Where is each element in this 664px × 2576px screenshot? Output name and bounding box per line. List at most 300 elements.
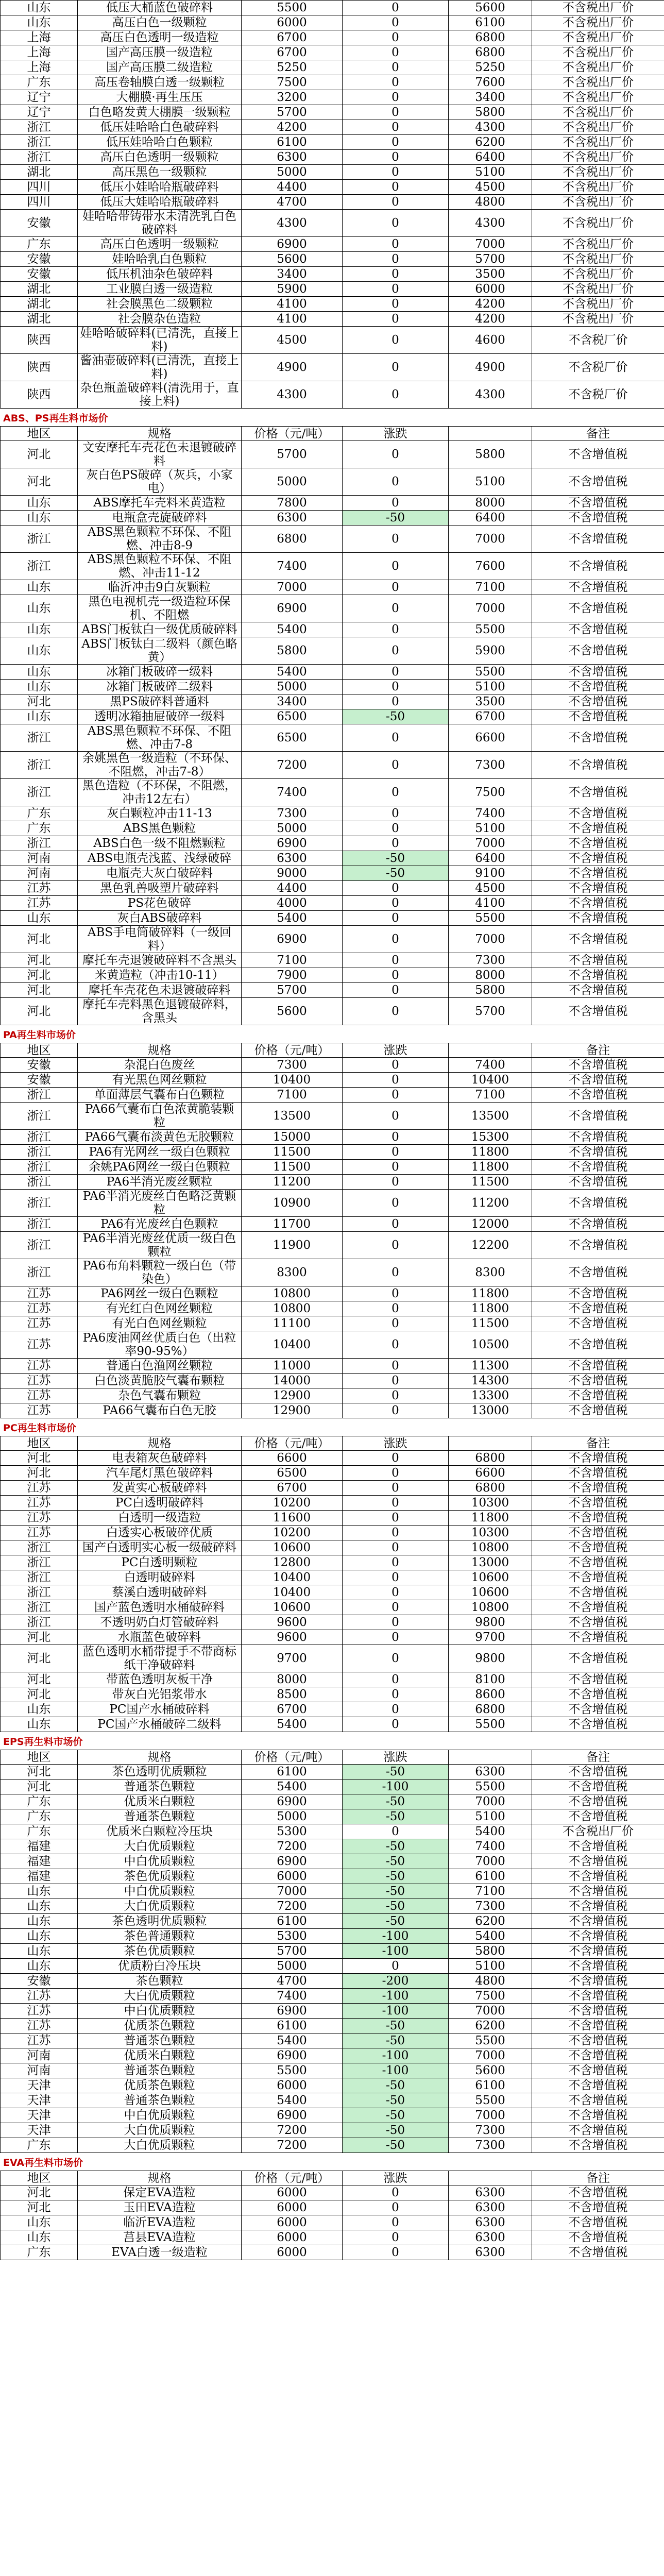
remark-cell: 不含增值税 (532, 2093, 664, 2108)
table-row (1, 1511, 664, 1526)
region-cell: 河北 (1, 953, 78, 968)
change-cell: -50 (343, 2019, 449, 2033)
price-cell: 5400 (242, 2093, 343, 2108)
spec-cell: 电表箱灰色破碎料 (78, 1451, 242, 1466)
price-cell: 5900 (242, 282, 343, 297)
region-cell: 山东 (1, 595, 78, 622)
price-cell: 5800 (449, 983, 532, 998)
region-cell: 湖北 (1, 165, 78, 180)
price-cell: 6000 (242, 2185, 343, 2200)
table-row (1, 210, 664, 237)
region-cell: 山东 (1, 665, 78, 680)
table-row (1, 180, 664, 195)
region-cell: 河北 (1, 1672, 78, 1687)
spec-cell: 茶色透明优质颗粒 (78, 1914, 242, 1929)
spec-cell: ABS门板钛白二级料（颜色略黄） (78, 637, 242, 665)
change-cell: -100 (343, 2048, 449, 2063)
region-cell: 河南 (1, 2048, 78, 2063)
region-cell: 山东 (1, 580, 78, 595)
change-cell: 0 (343, 1058, 449, 1073)
change-cell: -50 (343, 2123, 449, 2138)
spec-cell: 杂色瓶盖破碎料(清洗用于，直接上料) (78, 381, 242, 409)
spec-cell: 单面薄层气囊布白色颗粒 (78, 1088, 242, 1103)
spec-cell: 大棚膜·再生压压 (78, 90, 242, 105)
price-cell: 9600 (242, 1615, 343, 1630)
remark-cell: 不含增值税 (532, 2108, 664, 2123)
remark-cell: 不含增值税 (532, 1794, 664, 1809)
remark-cell: 不含税厂价 (532, 381, 664, 409)
remark-cell: 不含税出厂价 (532, 90, 664, 105)
change-cell: 0 (343, 983, 449, 998)
table-row (1, 1190, 664, 1217)
change-cell: -50 (343, 2078, 449, 2093)
price-cell: 7000 (449, 237, 532, 252)
price-cell: 7300 (449, 2123, 532, 2138)
remark-cell: 不含增值税 (532, 1359, 664, 1374)
change-cell: -100 (343, 1780, 449, 1794)
region-cell: 山东 (1, 15, 78, 30)
change-cell: 0 (343, 252, 449, 267)
spec-cell: 茶色优质颗粒 (78, 1944, 242, 1959)
change-cell: 0 (343, 806, 449, 821)
table-row (1, 1316, 664, 1331)
change-cell: 0 (343, 1555, 449, 1570)
table-row (1, 1959, 664, 1974)
region-cell: 江苏 (1, 896, 78, 911)
price-cell: 11800 (449, 1145, 532, 1160)
spec-cell: PA6有光废丝白色颗粒 (78, 1217, 242, 1232)
remark-cell: 不含增值税 (532, 1540, 664, 1555)
price-cell: 9600 (242, 1630, 343, 1645)
spec-cell: 不透明奶白灯管破碎料 (78, 1615, 242, 1630)
table-row (1, 237, 664, 252)
table-row (1, 2230, 664, 2245)
change-cell: 0 (343, 120, 449, 135)
price-cell: 7100 (449, 1088, 532, 1103)
region-cell: 陕西 (1, 327, 78, 354)
region-cell: 广东 (1, 1824, 78, 1839)
table-row (1, 926, 664, 953)
region-cell: 上海 (1, 60, 78, 75)
region-cell: 天津 (1, 2078, 78, 2093)
change-cell: 0 (343, 926, 449, 953)
table-row (1, 1130, 664, 1145)
price-cell: 7000 (449, 2108, 532, 2123)
price-cell: 5000 (242, 1809, 343, 1824)
price-cell: 6400 (449, 511, 532, 526)
change-cell: 0 (343, 1496, 449, 1511)
remark-cell: 不含增值税 (532, 526, 664, 553)
table-row (1, 2033, 664, 2048)
spec-cell: ABS黑色颗粒不环保、不阻燃、冲击11-12 (78, 553, 242, 580)
table-row (1, 45, 664, 60)
table-row (1, 1088, 664, 1103)
spec-cell: 工业膜白透一级造粒 (78, 282, 242, 297)
remark-cell: 不含增值税 (532, 1717, 664, 1732)
price-cell: 5000 (242, 821, 343, 836)
spec-cell: 普通茶色颗粒 (78, 2063, 242, 2078)
remark-cell: 不含增值税 (532, 851, 664, 866)
table-row (1, 622, 664, 637)
spec-cell: 带灰白光铝浆带水 (78, 1687, 242, 1702)
price-cell: 6300 (449, 1765, 532, 1780)
region-cell: 河南 (1, 851, 78, 866)
price-cell: 3400 (242, 267, 343, 282)
price-cell: 6800 (242, 526, 343, 553)
price-cell: 6700 (242, 1702, 343, 1717)
table-row (1, 135, 664, 150)
column-header: 价格（元/吨） (242, 2171, 343, 2185)
column-header: 地区 (1, 427, 78, 441)
price-cell: 7400 (242, 779, 343, 806)
price-cell: 7000 (242, 1884, 343, 1899)
price-cell: 10600 (449, 1570, 532, 1585)
table-row (1, 2123, 664, 2138)
remark-cell: 不含增值税 (532, 2215, 664, 2230)
spec-cell: 有光红白色网丝颗粒 (78, 1301, 242, 1316)
change-cell: 0 (343, 30, 449, 45)
region-cell: 江苏 (1, 881, 78, 896)
region-cell: 江苏 (1, 1511, 78, 1526)
remark-cell: 不含增值税 (532, 1259, 664, 1286)
change-cell: 0 (343, 1175, 449, 1190)
price-cell: 15000 (242, 1130, 343, 1145)
spec-cell: 黑色乳兽吸塑片破碎料 (78, 881, 242, 896)
table-row (1, 1989, 664, 2004)
region-cell: 山东 (1, 622, 78, 637)
change-cell: 0 (343, 150, 449, 165)
price-cell: 5500 (449, 1717, 532, 1732)
spec-cell: 优质茶色颗粒 (78, 2019, 242, 2033)
remark-cell: 不含增值税 (532, 1451, 664, 1466)
price-cell: 9800 (449, 1645, 532, 1672)
region-cell: 浙江 (1, 1175, 78, 1190)
table-row (1, 821, 664, 836)
spec-cell: 冰箱门板破碎二级料 (78, 680, 242, 694)
region-cell: 陕西 (1, 354, 78, 381)
remark-cell: 不含增值税 (532, 1585, 664, 1600)
region-cell: 河北 (1, 1451, 78, 1466)
region-cell: 安徽 (1, 267, 78, 282)
column-header: 规格 (78, 2171, 242, 2185)
price-cell: 7200 (242, 1839, 343, 1854)
table-row (1, 2215, 664, 2230)
region-cell: 浙江 (1, 1190, 78, 1217)
remark-cell: 不含增值税 (532, 595, 664, 622)
remark-cell: 不含增值税 (532, 866, 664, 881)
price-cell: 6800 (449, 1451, 532, 1466)
table-header-row (1, 1436, 664, 1451)
price-cell: 7100 (242, 953, 343, 968)
table-row (1, 2019, 664, 2033)
region-cell: 广东 (1, 1794, 78, 1809)
spec-cell: 社会膜黑色二级颗粒 (78, 297, 242, 312)
section-title: PA再生料市场价 (3, 1029, 76, 1041)
price-cell: 5500 (449, 665, 532, 680)
table-row (1, 1526, 664, 1540)
table-row (1, 1944, 664, 1959)
table-row (1, 694, 664, 709)
remark-cell: 不含增值税 (532, 680, 664, 694)
spec-cell: 高压白色一级颗粒 (78, 15, 242, 30)
change-cell: -50 (343, 1839, 449, 1854)
price-cell: 11500 (449, 1316, 532, 1331)
region-cell: 浙江 (1, 553, 78, 580)
price-cell: 10400 (242, 1585, 343, 1600)
price-cell: 6900 (242, 2048, 343, 2063)
table-row (1, 1259, 664, 1286)
price-cell: 13300 (449, 1388, 532, 1403)
table-row (1, 105, 664, 120)
region-cell: 天津 (1, 2093, 78, 2108)
spec-cell: 国产高压膜二级造粒 (78, 60, 242, 75)
change-cell: 0 (343, 2245, 449, 2260)
table-row (1, 1301, 664, 1316)
price-section (0, 409, 664, 1025)
price-cell: 5500 (242, 1, 343, 15)
price-cell: 5000 (242, 680, 343, 694)
region-cell: 山东 (1, 1959, 78, 1974)
price-table (0, 1750, 664, 2153)
region-cell: 广东 (1, 2245, 78, 2260)
change-cell: 0 (343, 1570, 449, 1585)
change-cell: 0 (343, 595, 449, 622)
spec-cell: 国产白透明实心板一级破碎料 (78, 1540, 242, 1555)
spec-cell: 杂混白色废丝 (78, 1058, 242, 1073)
column-header: 备注 (532, 1043, 664, 1058)
remark-cell: 不含增值税 (532, 1839, 664, 1854)
price-cell: 11800 (449, 1160, 532, 1175)
table-row (1, 30, 664, 45)
change-cell: -50 (343, 511, 449, 526)
price-table (0, 1436, 664, 1732)
column-header (449, 1750, 532, 1765)
remark-cell: 不含增值税 (532, 1884, 664, 1899)
spec-cell: 白透实心板破碎优质 (78, 1526, 242, 1540)
change-cell: 0 (343, 60, 449, 75)
remark-cell: 不含税出厂价 (532, 297, 664, 312)
remark-cell: 不含增值税 (532, 1687, 664, 1702)
price-cell: 6100 (449, 1869, 532, 1884)
price-cell: 6300 (242, 851, 343, 866)
spec-cell: 优质米白颗粒冷压块 (78, 1824, 242, 1839)
column-header (449, 2171, 532, 2185)
price-cell: 5500 (449, 2093, 532, 2108)
remark-cell: 不含增值税 (532, 2245, 664, 2260)
change-cell: 0 (343, 2185, 449, 2200)
change-cell: 0 (343, 1073, 449, 1088)
table-row (1, 441, 664, 468)
table-row (1, 1175, 664, 1190)
column-header: 备注 (532, 1750, 664, 1765)
spec-cell: PS花色破碎 (78, 896, 242, 911)
region-cell: 广东 (1, 806, 78, 821)
price-cell: 10300 (449, 1526, 532, 1540)
change-cell: 0 (343, 45, 449, 60)
price-cell: 3200 (242, 90, 343, 105)
price-cell: 4100 (242, 297, 343, 312)
price-cell: 7800 (242, 496, 343, 511)
column-header: 规格 (78, 1750, 242, 1765)
remark-cell: 不含增值税 (532, 1481, 664, 1496)
table-row (1, 665, 664, 680)
region-cell: 浙江 (1, 150, 78, 165)
table-row (1, 1717, 664, 1732)
region-cell: 浙江 (1, 724, 78, 752)
remark-cell: 不含增值税 (532, 1914, 664, 1929)
change-cell: -50 (343, 1899, 449, 1914)
price-cell: 4100 (449, 896, 532, 911)
table-row (1, 1555, 664, 1570)
price-cell: 7500 (242, 75, 343, 90)
change-cell: 0 (343, 496, 449, 511)
price-cell: 7900 (242, 968, 343, 983)
change-cell: 0 (343, 580, 449, 595)
remark-cell: 不含增值税 (532, 1175, 664, 1190)
remark-cell: 不含增值税 (532, 511, 664, 526)
change-cell: 0 (343, 911, 449, 926)
spec-cell: 有光白色网丝颗粒 (78, 1316, 242, 1331)
spec-cell: 电瓶盒壳旋破碎料 (78, 511, 242, 526)
region-cell: 安徽 (1, 210, 78, 237)
spec-cell: 米黄造粒（冲击10-11） (78, 968, 242, 983)
remark-cell: 不含税出厂价 (532, 210, 664, 237)
change-cell: -50 (343, 2138, 449, 2153)
price-cell: 10300 (449, 1496, 532, 1511)
spec-cell: 普通茶色颗粒 (78, 1809, 242, 1824)
region-cell: 浙江 (1, 1160, 78, 1175)
price-cell: 4300 (242, 210, 343, 237)
price-cell: 6000 (242, 1869, 343, 1884)
change-cell: -200 (343, 1974, 449, 1989)
price-cell: 4900 (449, 354, 532, 381)
price-cell: 4800 (449, 1974, 532, 1989)
table-row (1, 354, 664, 381)
remark-cell: 不含增值税 (532, 998, 664, 1025)
price-cell: 7600 (449, 553, 532, 580)
region-cell: 江苏 (1, 1301, 78, 1316)
spec-cell: 高压白色透明一级颗粒 (78, 237, 242, 252)
table-header-row (1, 427, 664, 441)
region-cell: 上海 (1, 30, 78, 45)
price-cell: 7000 (449, 595, 532, 622)
change-cell: 0 (343, 237, 449, 252)
region-cell: 河北 (1, 1630, 78, 1645)
column-header: 价格（元/吨） (242, 1436, 343, 1451)
price-cell: 5100 (449, 468, 532, 496)
spec-cell: 大白优质颗粒 (78, 2123, 242, 2138)
change-cell: 0 (343, 1615, 449, 1630)
price-cell: 10800 (449, 1540, 532, 1555)
price-cell: 10200 (242, 1496, 343, 1511)
change-cell: 0 (343, 195, 449, 210)
region-cell: 四川 (1, 180, 78, 195)
spec-cell: 白透明破碎料 (78, 1570, 242, 1585)
region-cell: 江苏 (1, 1374, 78, 1388)
spec-cell: 汽车尾灯黑色破碎料 (78, 1466, 242, 1481)
remark-cell: 不含增值税 (532, 580, 664, 595)
price-cell: 4900 (242, 354, 343, 381)
table-row (1, 2200, 664, 2215)
change-cell: -50 (343, 1809, 449, 1824)
change-cell: 0 (343, 1481, 449, 1496)
spec-cell: 余姚黑色一级造粒（不环保、不阻燃，冲击7-8） (78, 752, 242, 779)
change-cell: 0 (343, 2230, 449, 2245)
region-cell: 辽宁 (1, 90, 78, 105)
region-cell: 陕西 (1, 381, 78, 409)
column-header: 备注 (532, 2171, 664, 2185)
remark-cell: 不含增值税 (532, 1944, 664, 1959)
table-row (1, 297, 664, 312)
price-cell: 14300 (449, 1374, 532, 1388)
table-row (1, 752, 664, 779)
remark-cell: 不含增值税 (532, 637, 664, 665)
table-row (1, 1403, 664, 1418)
change-cell: 0 (343, 1160, 449, 1175)
region-cell: 山东 (1, 496, 78, 511)
price-cell: 12900 (242, 1403, 343, 1418)
spec-cell: 摩托车壳退镀破碎料不含黑头 (78, 953, 242, 968)
region-cell: 河北 (1, 1466, 78, 1481)
price-cell: 5600 (242, 998, 343, 1025)
section-title: EVA再生料市场价 (3, 2157, 83, 2168)
change-cell: 0 (343, 622, 449, 637)
region-cell: 江苏 (1, 1286, 78, 1301)
region-cell: 江苏 (1, 2019, 78, 2033)
price-cell: 4700 (242, 1974, 343, 1989)
remark-cell: 不含增值税 (532, 926, 664, 953)
region-cell: 山东 (1, 1914, 78, 1929)
remark-cell: 不含增值税 (532, 1103, 664, 1130)
price-cell: 13500 (449, 1103, 532, 1130)
change-cell: 0 (343, 1959, 449, 1974)
change-cell: 0 (343, 105, 449, 120)
price-cell: 11500 (242, 1160, 343, 1175)
remark-cell: 不含税出厂价 (532, 180, 664, 195)
price-cell: 8600 (449, 1687, 532, 1702)
price-cell: 11800 (449, 1286, 532, 1301)
region-cell: 浙江 (1, 1585, 78, 1600)
remark-cell: 不含增值税 (532, 1496, 664, 1511)
price-section (0, 2153, 664, 2260)
remark-cell: 不含增值税 (532, 2004, 664, 2019)
remark-cell: 不含增值税 (532, 1555, 664, 1570)
change-cell: 0 (343, 210, 449, 237)
region-cell: 安徽 (1, 1974, 78, 1989)
table-header-row (1, 2171, 664, 2185)
change-cell: 0 (343, 381, 449, 409)
price-cell: 12800 (242, 1555, 343, 1570)
price-cell: 6700 (242, 45, 343, 60)
change-cell: 0 (343, 881, 449, 896)
region-cell: 山东 (1, 1717, 78, 1732)
spec-cell: 中白优质颗粒 (78, 2004, 242, 2019)
price-cell: 10400 (242, 1570, 343, 1585)
price-cell: 5400 (242, 911, 343, 926)
spec-cell: 酱油壶破碎料(已清洗，直接上料) (78, 354, 242, 381)
spec-cell: 蓝色透明水桶带提手不带商标纸干净破碎料 (78, 1645, 242, 1672)
change-cell: 0 (343, 680, 449, 694)
column-header: 规格 (78, 1043, 242, 1058)
table-row (1, 1451, 664, 1466)
region-cell: 浙江 (1, 135, 78, 150)
region-cell: 河北 (1, 1645, 78, 1672)
remark-cell: 不含增值税 (532, 468, 664, 496)
spec-cell: 黑色电视机壳一级造粒环保机、不阻燃 (78, 595, 242, 622)
table-row (1, 282, 664, 297)
price-cell: 9800 (449, 1615, 532, 1630)
table-row (1, 2185, 664, 2200)
